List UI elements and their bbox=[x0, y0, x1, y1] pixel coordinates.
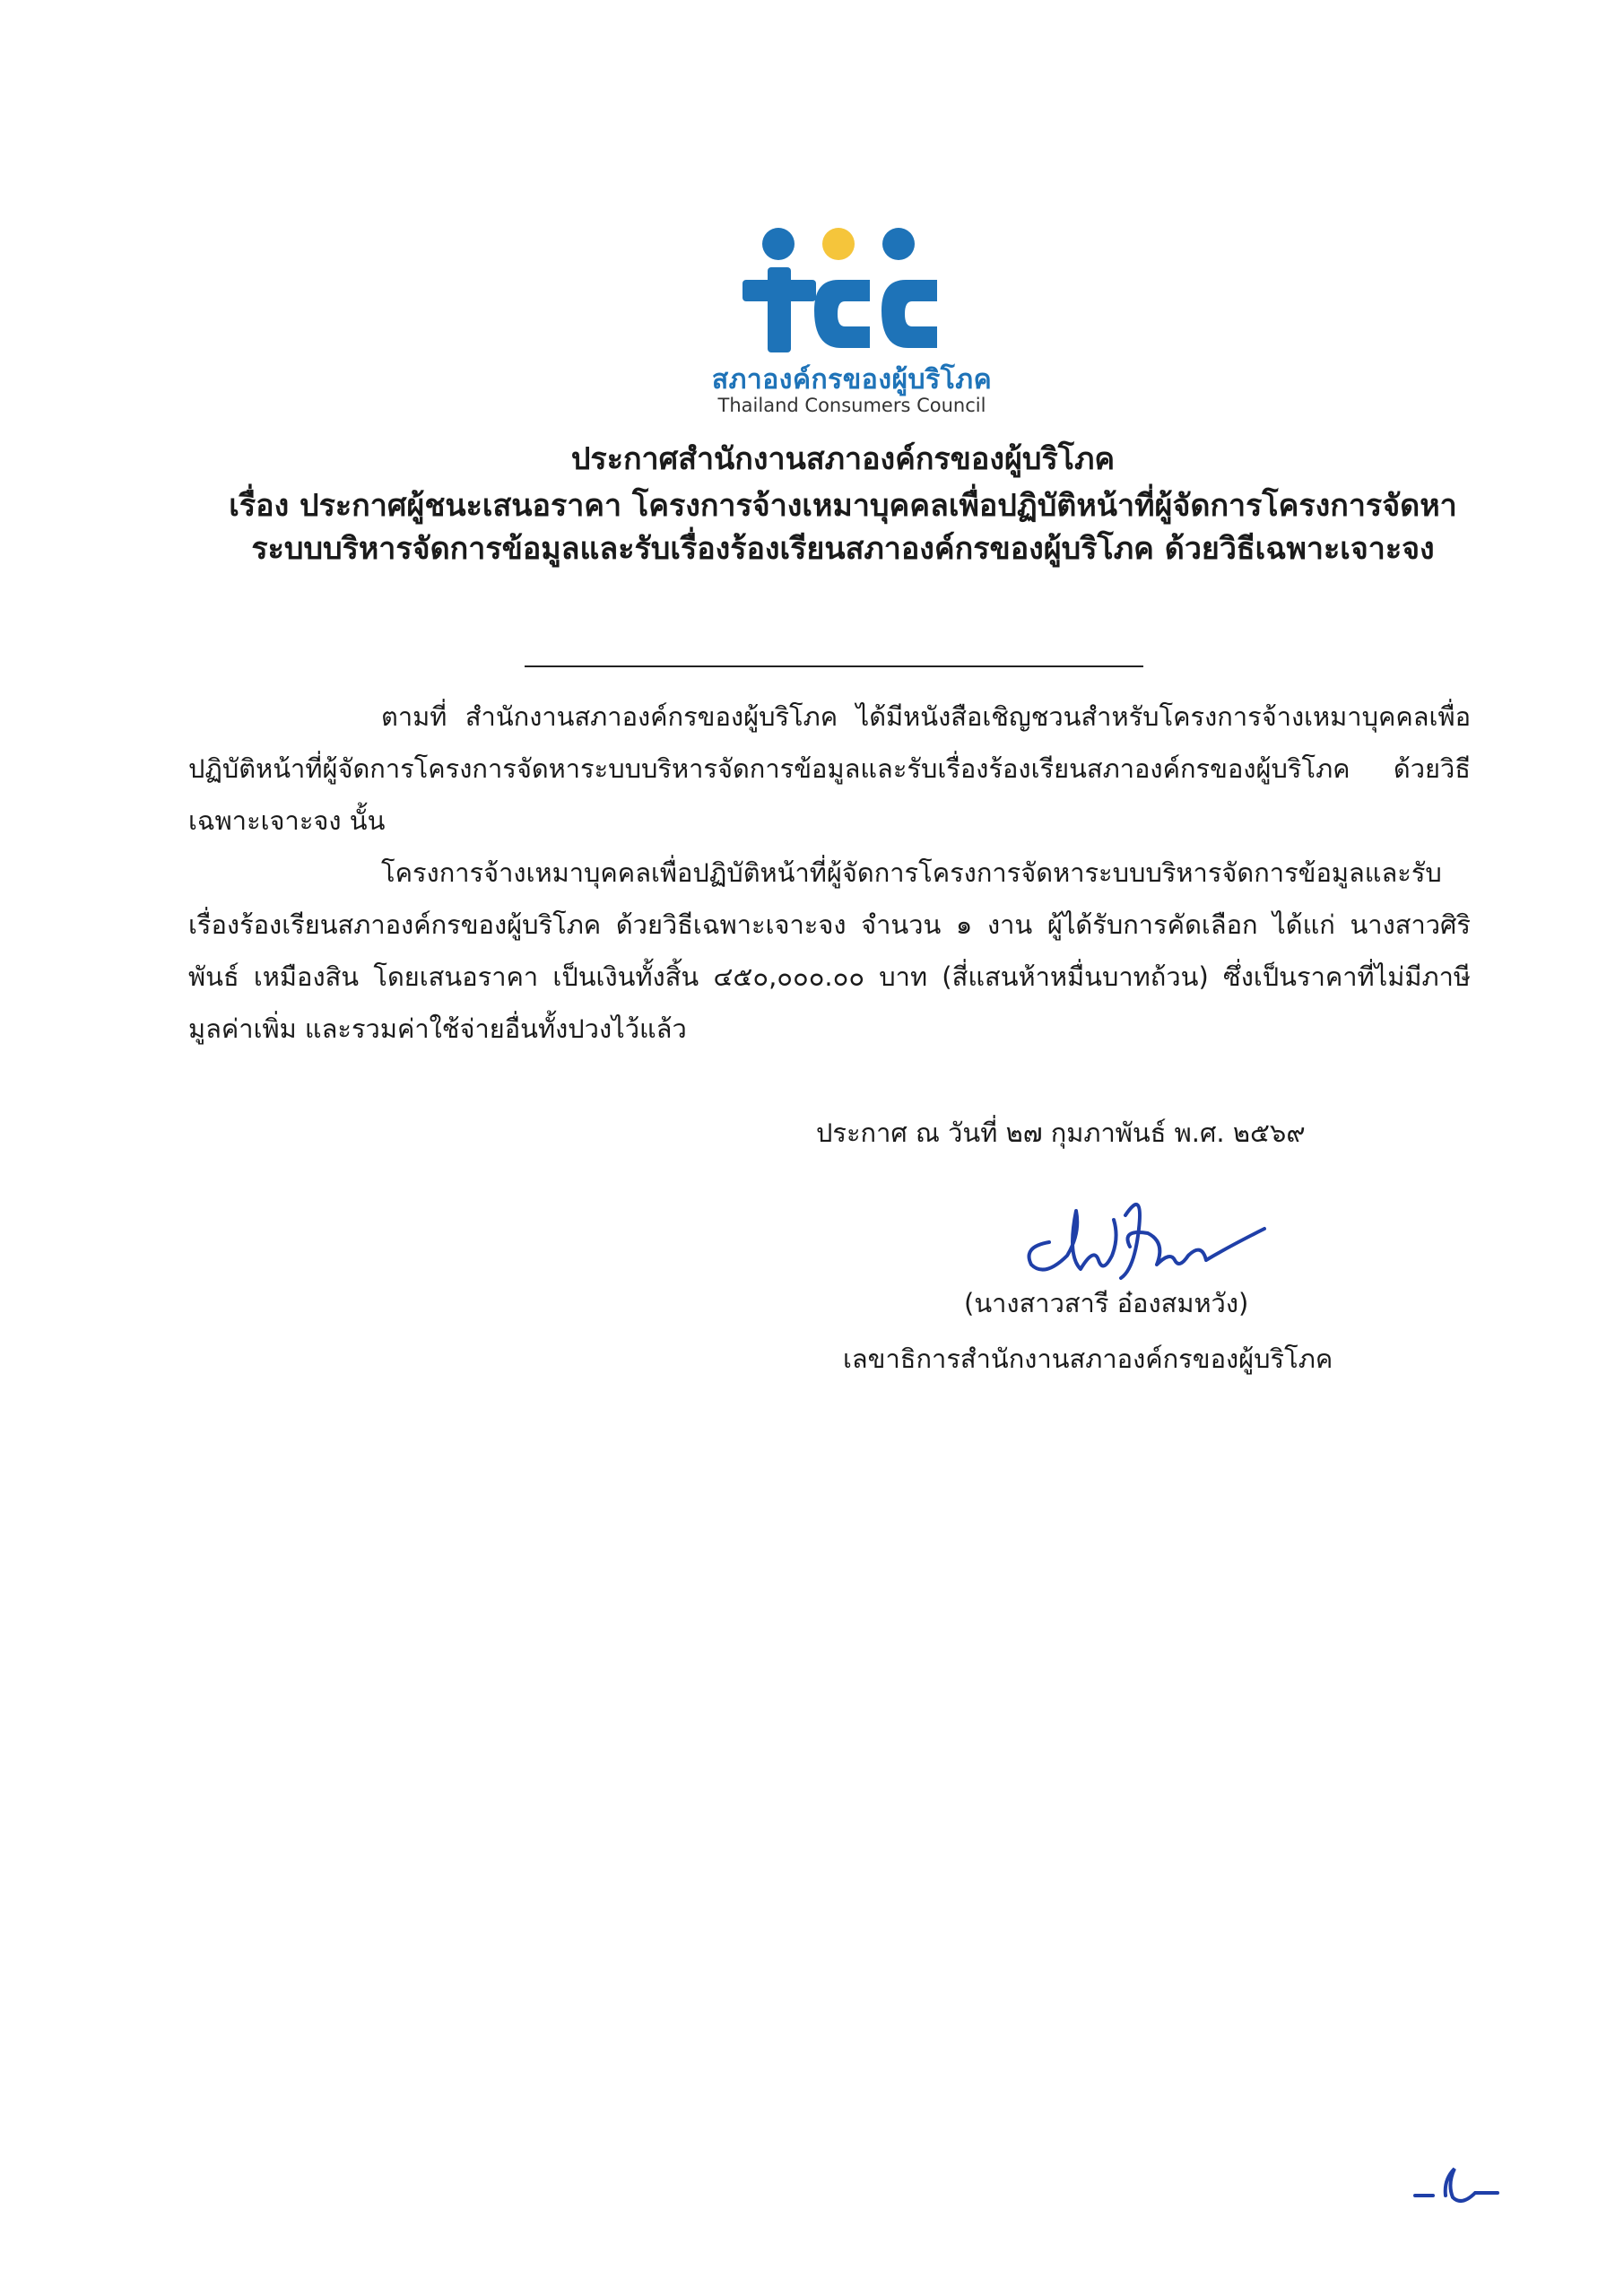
paragraph-1-text: ตามที่ สำนักงานสภาองค์กรของผู้บริโภค ได้มีหนังสือเชิญชวนสำหรับโครงการจ้างเหมาบุคคลเพื่อปฏิบัติหน้าที่ผู้จัดการโครงการจัดหาระบบบริหารจัดการข้อมูลและรับเรื่องร้องเรียนสภาองค์กรของผู้บริโภค ด้วยวิธีเฉพาะเจาะจง นั้น bbox=[188, 701, 1471, 836]
logo-name-english: Thailand Consumers Council bbox=[717, 395, 986, 416]
page-number-mark bbox=[1408, 2152, 1542, 2215]
tcc-logo-mark bbox=[735, 224, 942, 359]
announcement-title: ประกาศสำนักงานสภาองค์กรของผู้บริโภค bbox=[570, 441, 1116, 477]
signatory-name: (นางสาวสารี อ๋องสมหวัง) bbox=[964, 1288, 1249, 1318]
heading-divider bbox=[525, 665, 1143, 667]
subject-line-1: เรื่อง ประกาศผู้ชนะเสนอราคา โครงการจ้างเหมาบุคคลเพื่อปฏิบัติหน้าที่ผู้จัดการโครงการจัดหา bbox=[229, 488, 1457, 524]
announcement-heading bbox=[135, 441, 1551, 577]
paragraph-2-text: โครงการจ้างเหมาบุคคลเพื่อปฏิบัติหน้าที่ผู้จัดการโครงการจัดหาระบบบริหารจัดการข้อมูลและรับเรื่องร้องเรียนสภาองค์กรของผู้บริโภค ด้วยวิธีเฉพาะเจาะจง จำนวน ๑ งาน ผู้ได้รับการคัดเลือก ได้แก่ นางสาวศิริพันธ์ เหมืองสิน โดยเสนอราคา เป็นเงินทั้งสิ้น ๔๕๐,๐๐๐.๐๐ บาท (สี่แสนห้าหมื่นบาทถ้วน) ซึ่งเป็นราคาที่ไม่มีภาษีมูลค่าเพิ่ม และรวมค่าใช้จ่ายอื่นทั้งปวงไว้แล้ว bbox=[188, 857, 1471, 1044]
subject-line-2: ระบบบริหารจัดการข้อมูลและรับเรื่องร้องเรียนสภาองค์กรของผู้บริโภค ด้วยวิธีเฉพาะเจาะจง bbox=[251, 531, 1435, 567]
logo-name-thai: สภาองค์กรของผู้บริโภค bbox=[711, 364, 993, 396]
announcement-body bbox=[188, 691, 1471, 1055]
signatory-position: เลขาธิการสำนักงานสภาองค์กรของผู้บริโภค bbox=[843, 1344, 1333, 1374]
tcc-logo bbox=[711, 224, 993, 430]
body-paragraph-2 bbox=[188, 847, 1471, 1055]
announcement-date: ประกาศ ณ วันที่ ๒๗ กุมภาพันธ์ พ.ศ. ๒๕๖๙ bbox=[816, 1118, 1306, 1148]
body-paragraph-1 bbox=[188, 691, 1471, 847]
